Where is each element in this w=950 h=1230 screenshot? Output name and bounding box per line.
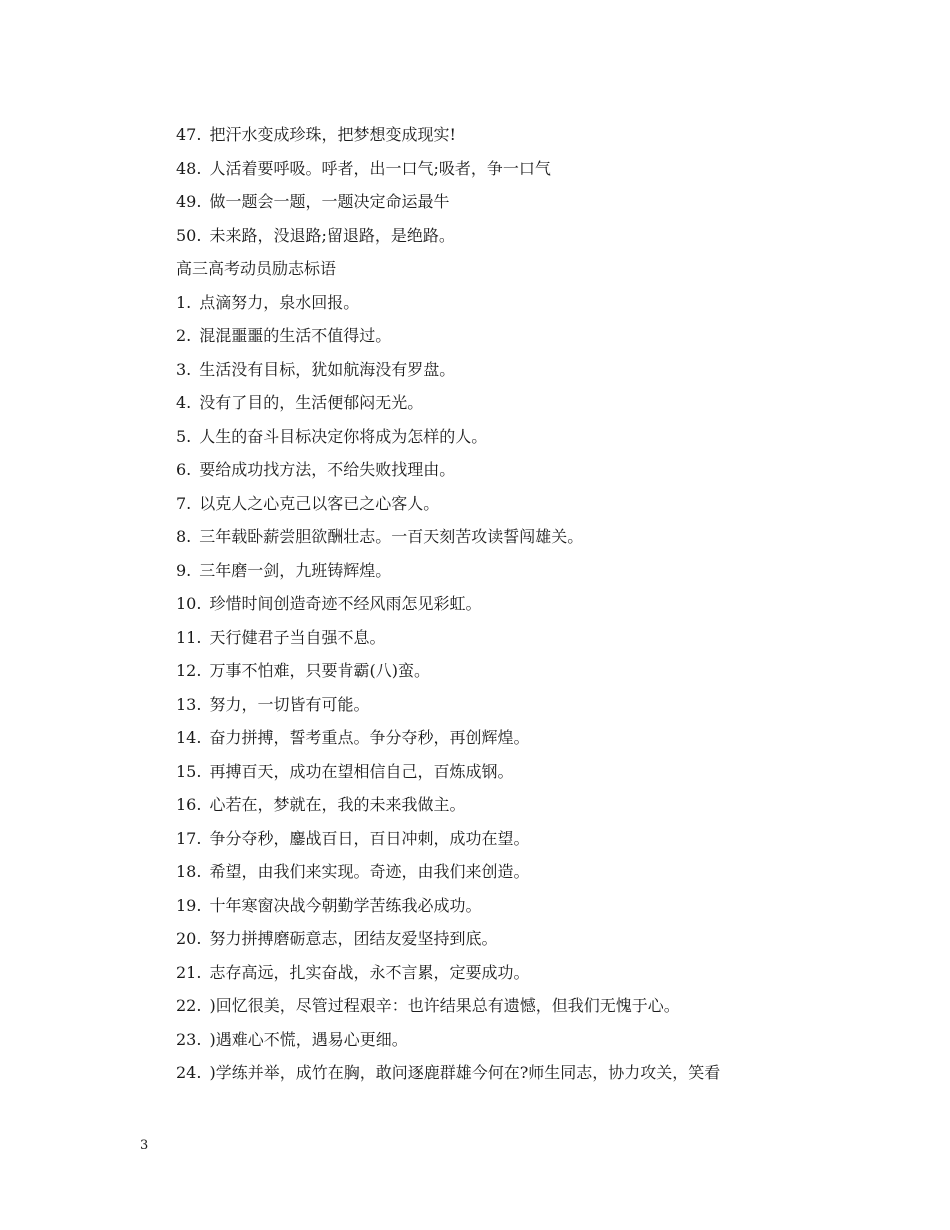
item-number: 20.: [176, 929, 202, 948]
item-text: 生活没有目标，犹如航海没有罗盘。: [199, 359, 456, 379]
item-text: 天行健君子当自强不息。: [209, 627, 386, 647]
item-number: 7.: [176, 493, 192, 513]
item-number: 21.: [176, 962, 202, 982]
item-number: 50.: [176, 225, 202, 245]
list-item: [176, 587, 876, 621]
item-text: 没有了目的，生活便郁闷无光。: [199, 393, 424, 412]
item-number: 49.: [176, 192, 202, 211]
list-item: [176, 956, 876, 990]
list-item: [176, 1023, 876, 1057]
document-body: [176, 118, 876, 1090]
list-item: [176, 520, 876, 554]
list-item: [176, 922, 876, 956]
list-item: [176, 152, 876, 186]
item-number: 23.: [176, 1029, 202, 1049]
item-text: 要给成功找方法，不给失败找理由。: [199, 460, 456, 479]
item-text: 再搏百天，成功在望相信自己，百炼成钢。: [209, 761, 514, 781]
list-item: [176, 822, 876, 856]
item-number: 1.: [176, 292, 192, 312]
item-text: 三年磨一剑，九班铸辉煌。: [199, 560, 392, 580]
item-text: )学练并举，成竹在胸，敢问逐鹿群雄今何在?师生同志，协力攻关，笑看: [209, 1063, 721, 1082]
item-number: 13.: [176, 694, 202, 714]
list-item: [176, 118, 876, 152]
list-item: [176, 386, 876, 420]
item-number: 2.: [176, 326, 192, 345]
item-text: )回忆很美，尽管过程艰辛：也许结果总有遗憾，但我们无愧于心。: [209, 996, 680, 1015]
item-number: 47.: [176, 125, 202, 144]
list-item: [176, 487, 876, 521]
item-number: 16.: [176, 795, 202, 814]
item-text: 三年载卧薪尝胆欲酬壮志。一百天刻苦攻读誓闯雄关。: [199, 527, 584, 546]
item-text: 人活着要呼吸。呼者，出一口气;吸者，争一口气: [209, 158, 551, 178]
item-number: 3.: [176, 359, 192, 379]
item-number: 6.: [176, 460, 192, 479]
list-item: [176, 353, 876, 387]
item-number: 4.: [176, 393, 192, 412]
list-item: [176, 855, 876, 889]
item-text: 把汗水变成珍珠，把梦想变成现实!: [209, 125, 456, 144]
list-item: [176, 889, 876, 923]
list-item: [176, 621, 876, 655]
page-number: 3: [140, 1138, 149, 1153]
item-number: 18.: [176, 862, 202, 881]
item-text: 志存高远，扎实奋战，永不言累，定要成功。: [209, 962, 530, 982]
item-text: 未来路，没退路;留退路，是绝路。: [209, 225, 455, 245]
list-item: [176, 688, 876, 722]
list-item: [176, 788, 876, 822]
item-text: 点滴努力，泉水回报。: [199, 292, 360, 312]
item-number: 48.: [176, 158, 202, 178]
section-heading: [176, 252, 876, 286]
list-item: [176, 453, 876, 487]
item-number: 9.: [176, 560, 192, 580]
list-item: [176, 755, 876, 789]
item-text: 做一题会一题，一题决定命运最牛: [209, 192, 450, 211]
list-item: [176, 1056, 876, 1090]
item-text: 心若在，梦就在，我的未来我做主。: [209, 795, 466, 814]
item-number: 5.: [176, 426, 192, 446]
list-item: [176, 219, 876, 253]
item-text: 努力拼搏磨砺意志，团结友爱坚持到底。: [209, 929, 498, 948]
list-item: [176, 721, 876, 755]
item-number: 24.: [176, 1063, 202, 1082]
item-number: 22.: [176, 996, 202, 1015]
item-text: 奋力拼搏，誓考重点。争分夺秒，再创辉煌。: [209, 728, 530, 747]
item-text: 以克人之心克己以客已之心客人。: [199, 493, 440, 513]
item-text: 希望，由我们来实现。奇迹，由我们来创造。: [209, 862, 530, 881]
item-text: 人生的奋斗目标决定你将成为怎样的人。: [199, 426, 488, 446]
item-text: 争分夺秒，鏖战百日，百日冲刺，成功在望。: [209, 828, 530, 848]
item-number: 11.: [176, 627, 202, 647]
item-number: 12.: [176, 661, 202, 680]
list-item: [176, 989, 876, 1023]
item-number: 19.: [176, 895, 202, 915]
list-item: [176, 554, 876, 588]
list-item: [176, 286, 876, 320]
item-number: 8.: [176, 527, 192, 546]
item-number: 15.: [176, 761, 202, 781]
item-text: )遇难心不慌，遇易心更细。: [209, 1029, 408, 1049]
list-item: [176, 654, 876, 688]
item-text: 混混噩噩的生活不值得过。: [199, 326, 392, 345]
item-text: 珍惜时间创造奇迹不经风雨怎见彩虹。: [209, 594, 482, 613]
list-item: [176, 420, 876, 454]
item-text: 万事不怕难，只要肯霸(八)蛮。: [209, 661, 430, 680]
item-number: 10.: [176, 594, 202, 613]
item-number: 17.: [176, 828, 202, 848]
item-text: 高三高考动员励志标语: [176, 259, 337, 278]
item-text: 努力，一切皆有可能。: [209, 694, 370, 714]
item-number: 14.: [176, 728, 202, 747]
list-item: [176, 185, 876, 219]
list-item: [176, 319, 876, 353]
item-text: 十年寒窗决战今朝勤学苦练我必成功。: [209, 895, 482, 915]
